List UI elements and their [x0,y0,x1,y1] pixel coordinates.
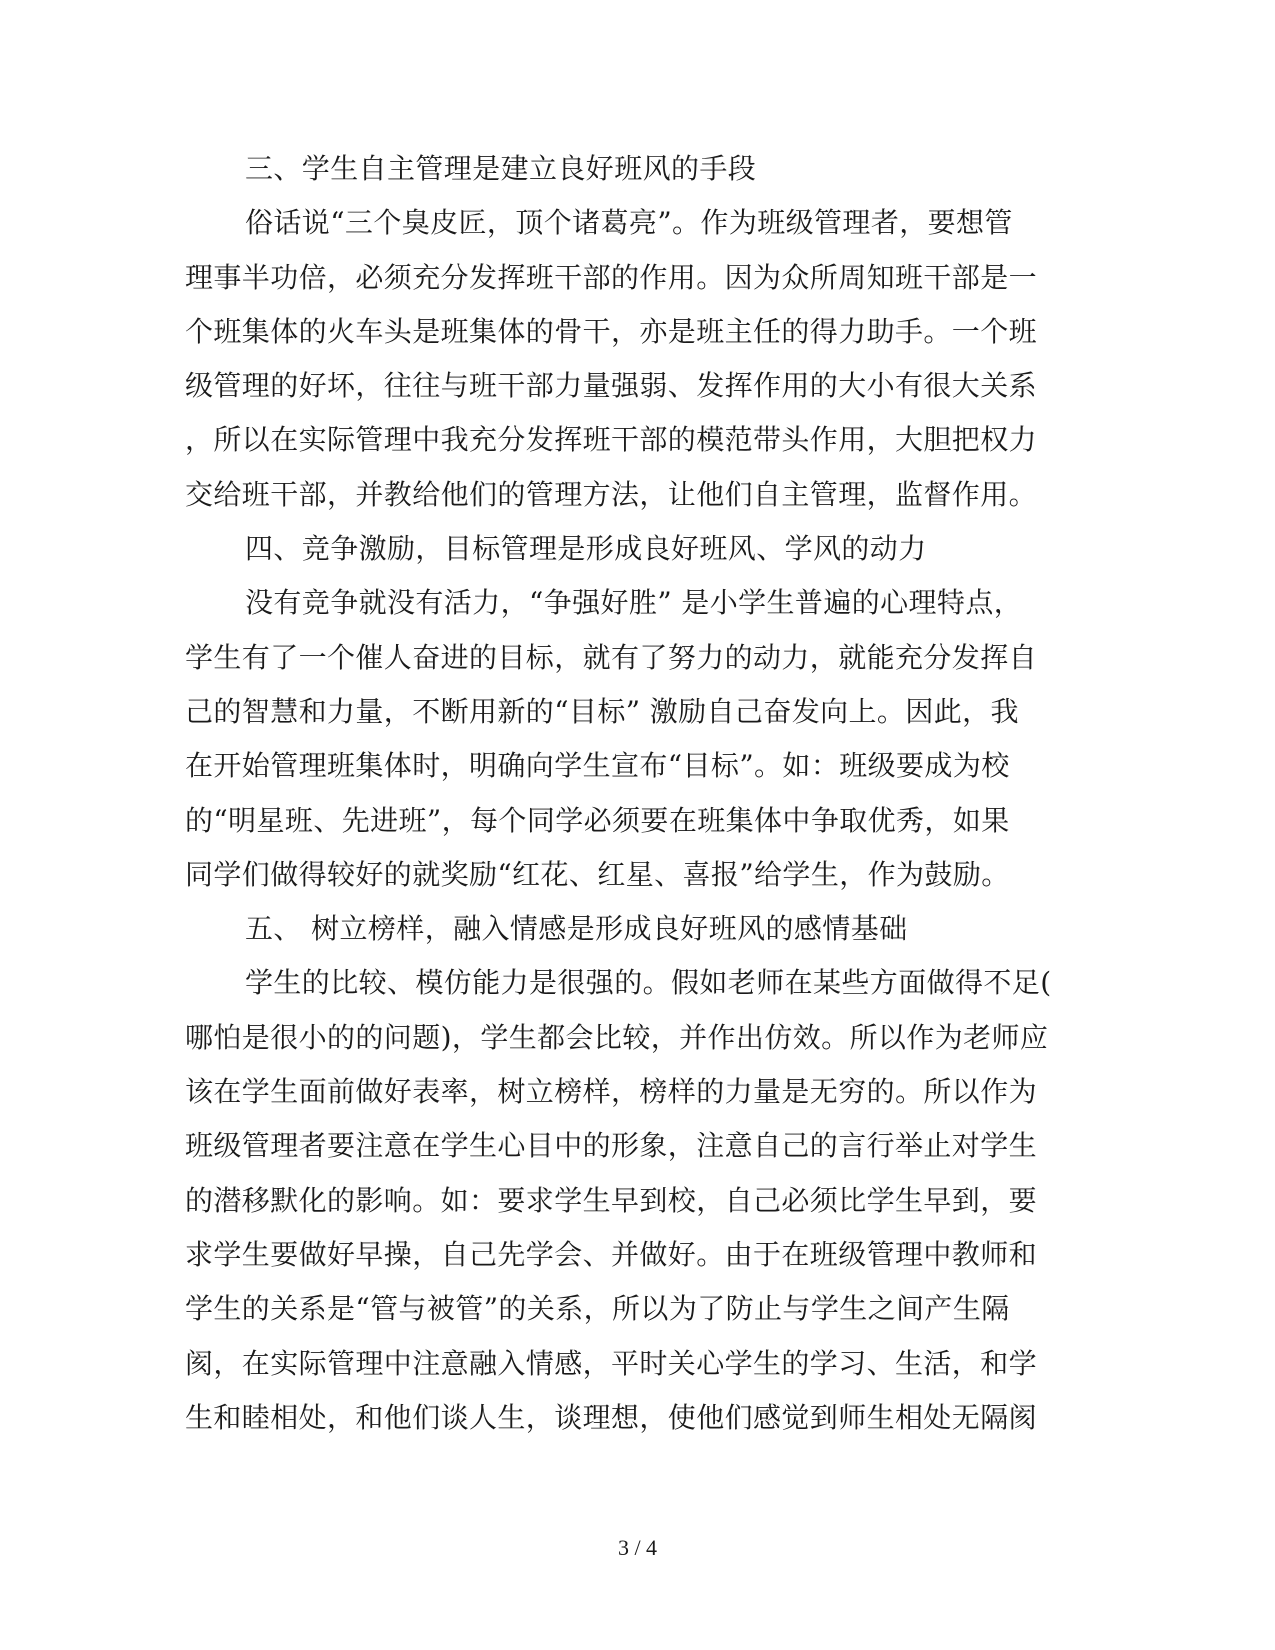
paragraph-line: 阂，在实际管理中注意融入情感，平时关心学生的学习、生活，和学 [185,1346,1038,1380]
paragraph-line: 的“明星班、先进班”，每个同学必须要在班集体中争取优秀，如果 [185,803,1010,837]
page-number: 3 / 4 [617,1535,658,1560]
paragraph-line: 己的智慧和力量，不断用新的“目标” 激励自己奋发向上。因此，我 [185,694,1019,728]
paragraph-line: 哪怕是很小的的问题)，学生都会比较，并作出仿效。所以作为老师应 [185,1020,1049,1054]
paragraph-line: 个班集体的火车头是班集体的骨干，亦是班主任的得力助手。一个班 [185,314,1038,348]
paragraph-line: 在开始管理班集体时，明确向学生宣布“目标”。如：班级要成为校 [185,749,1010,783]
section-heading-5: 五、 树立榜样，融入情感是形成良好班风的感情基础 [245,912,908,946]
paragraph-line: 班级管理者要注意在学生心目中的形象，注意自己的言行举止对学生 [185,1129,1038,1163]
paragraph-line: 交给班干部，并教给他们的管理方法，让他们自主管理，监督作用。 [185,477,1038,511]
section-heading-3: 三、学生自主管理是建立良好班风的手段 [245,152,757,185]
paragraph-line: ，所以在实际管理中我充分发挥班干部的模范带头作用，大胆把权力 [185,423,1038,457]
section-heading-4: 四、竞争激励，目标管理是形成良好班风、学风的动力 [245,532,927,566]
paragraph-line: 学生的比较、模仿能力是很强的。假如老师在某些方面做得不足( [245,966,1052,1000]
paragraph-line: 级管理的好坏，往往与班干部力量强弱、发挥作用的大小有很大关系 [185,369,1038,403]
paragraph-line: 没有竞争就没有活力，“争强好胜” 是小学生普遍的心理特点， [245,586,1023,620]
paragraph-line: 该在学生面前做好表率，树立榜样，榜样的力量是无穷的。所以作为 [185,1075,1038,1109]
paragraph-line: 生和睦相处，和他们谈人生，谈理想，使他们感觉到师生相处无隔阂 [185,1400,1038,1434]
paragraph-line: 理事半功倍，必须充分发挥班干部的作用。因为众所周知班干部是一 [185,260,1038,294]
paragraph-line: 学生的关系是“管与被管”的关系，所以为了防止与学生之间产生隔 [185,1292,1010,1326]
paragraph-line: 同学们做得较好的就奖励“红花、红星、喜报”给学生，作为鼓励。 [185,857,1010,891]
document-body [185,142,1065,1445]
paragraph-line: 求学生要做好早操，自己先学会、并做好。由于在班级管理中教师和 [185,1237,1038,1271]
paragraph-line: 俗话说“三个臭皮匠，顶个诸葛亮”。作为班级管理者，要想管 [245,206,1013,240]
paragraph-line: 学生有了一个催人奋进的目标，就有了努力的动力，就能充分发挥自 [185,640,1038,674]
paragraph-line: 的潜移默化的影响。如：要求学生早到校，自己必须比学生早到，要 [185,1183,1038,1217]
